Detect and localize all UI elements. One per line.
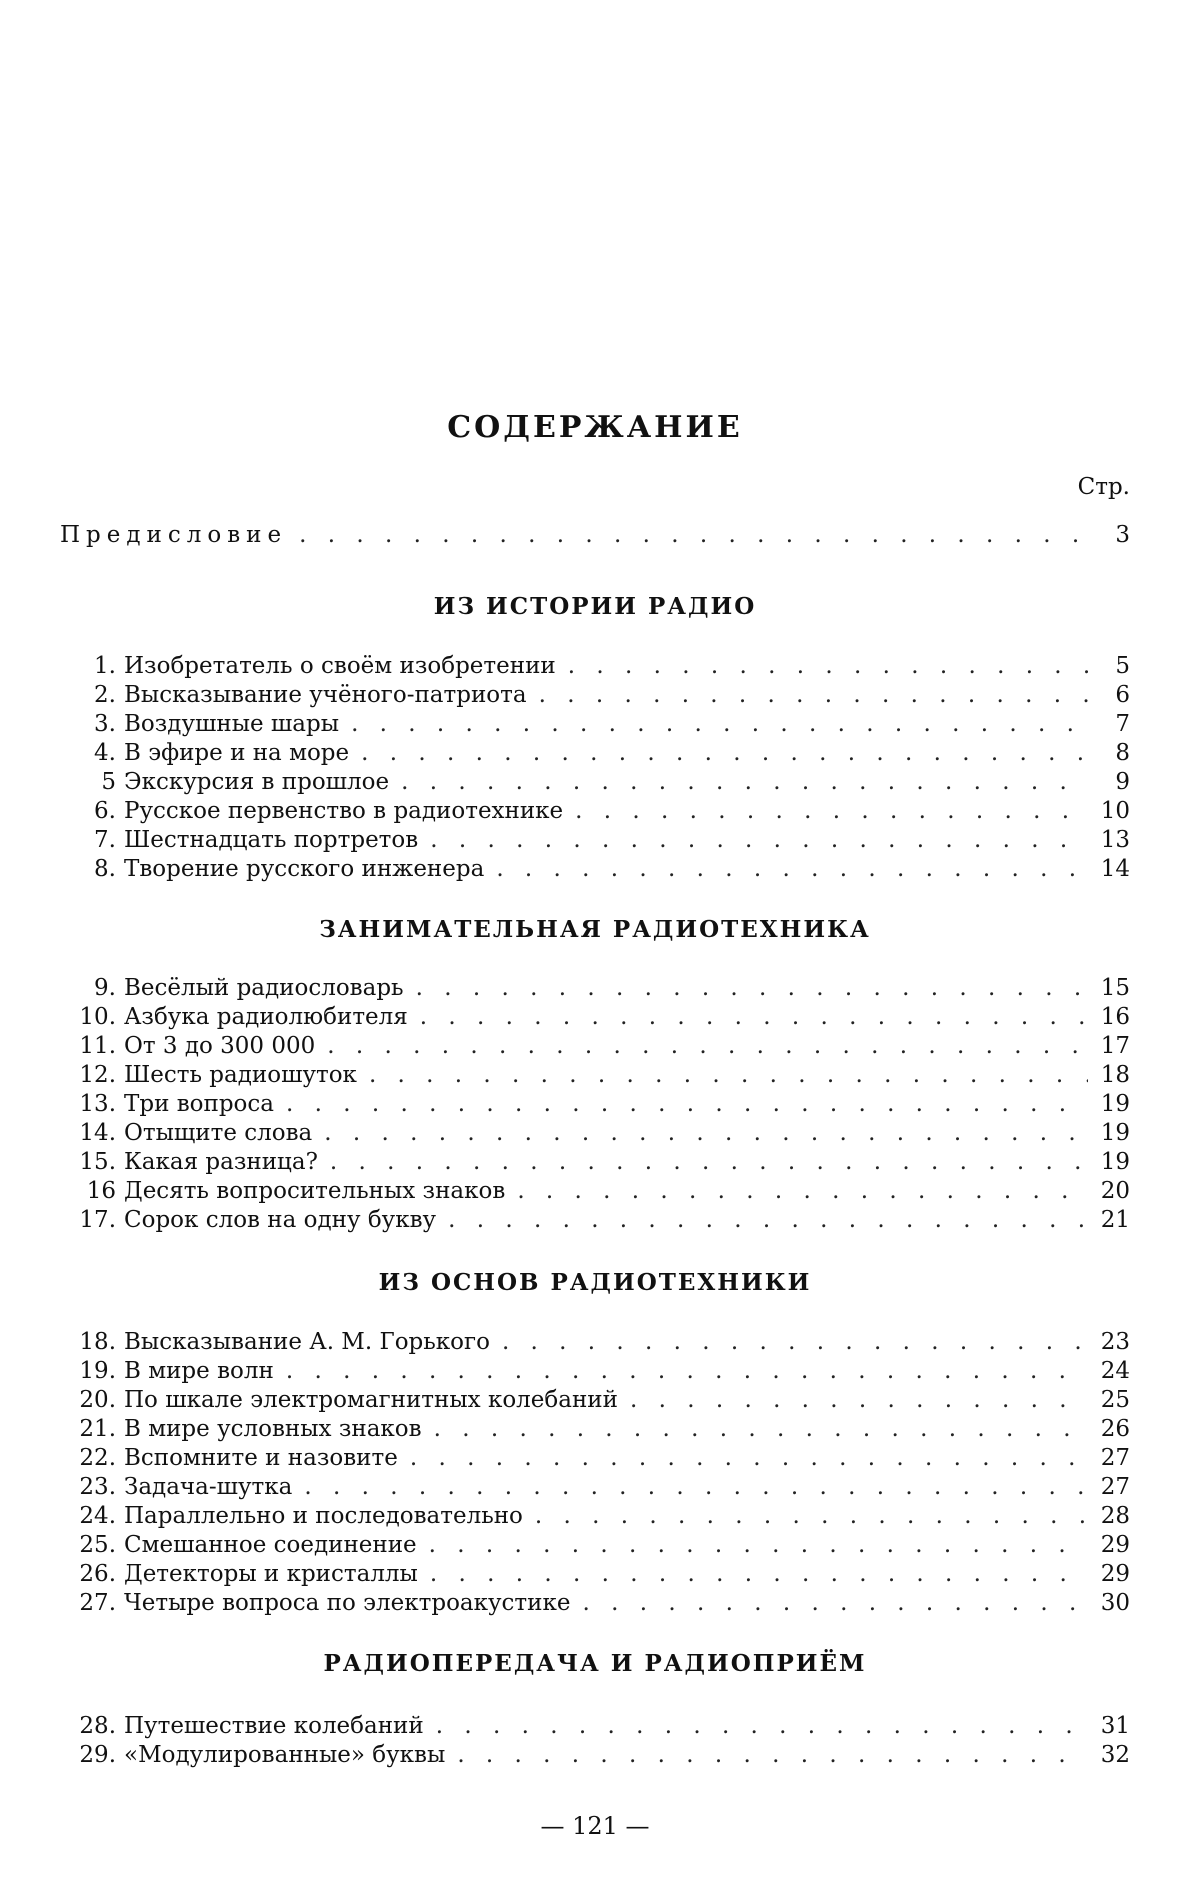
- entry-number: 7.: [94, 827, 116, 853]
- entry-number: 13.: [79, 1091, 116, 1117]
- toc-entry: [60, 797, 1130, 826]
- toc-entry: [60, 974, 1130, 1003]
- entry-title: Какая разница?: [124, 1149, 318, 1175]
- entry-page: 13: [1100, 827, 1130, 853]
- dot-leader: [351, 710, 1088, 739]
- toc-entry: [60, 1386, 1130, 1415]
- entry-number: 18.: [79, 1329, 116, 1355]
- dot-leader: [286, 1090, 1088, 1119]
- toc-entry: [60, 1090, 1130, 1119]
- entry-number: 15.: [79, 1149, 116, 1175]
- toc-entry: [60, 1357, 1130, 1386]
- entry-number: 24.: [79, 1503, 116, 1529]
- toc-entry: [60, 768, 1130, 797]
- entry-number: 25.: [79, 1532, 116, 1558]
- toc-entry-preface: [60, 521, 1130, 550]
- entry-number: 6.: [94, 798, 116, 824]
- toc-entry: [60, 1741, 1130, 1770]
- dot-leader: [429, 1531, 1088, 1560]
- entry-page: 27: [1100, 1445, 1130, 1471]
- entry-title: Высказывание учёного-патриота: [124, 682, 527, 708]
- entry-page: 29: [1100, 1532, 1130, 1558]
- entry-page: 17: [1100, 1033, 1130, 1059]
- entry-title: Творение русского инженера: [124, 856, 485, 882]
- entry-title: Шесть радиошуток: [124, 1062, 357, 1088]
- dot-leader: [416, 974, 1088, 1003]
- entry-number: 8.: [94, 856, 116, 882]
- entry-page: 5: [1115, 653, 1130, 679]
- entry-number: 12.: [79, 1062, 116, 1088]
- entry-title: Десять вопросительных знаков: [124, 1178, 506, 1204]
- entry-number: 21.: [79, 1416, 116, 1442]
- entry-page: 30: [1100, 1590, 1130, 1616]
- dot-leader: [496, 855, 1088, 884]
- toc-entry: [60, 1415, 1130, 1444]
- dot-leader: [410, 1444, 1088, 1473]
- entry-title: Сорок слов на одну букву: [124, 1207, 437, 1233]
- entry-title: Русское первенство в радиотехнике: [124, 798, 564, 824]
- entry-number: 28.: [79, 1713, 116, 1739]
- section-heading: РАДИОПЕРЕДАЧА И РАДИОПРИЁМ: [323, 1650, 867, 1677]
- entry-title: Отыщите слова: [124, 1120, 313, 1146]
- entry-page: 24: [1100, 1358, 1130, 1384]
- toc-entry: [60, 652, 1130, 681]
- entry-page: 32: [1100, 1742, 1130, 1768]
- entry-page: 15: [1100, 975, 1130, 1001]
- entry-title: От 3 до 300 000: [124, 1033, 316, 1059]
- toc-entry: [60, 1560, 1130, 1589]
- toc-entry: [60, 739, 1130, 768]
- entry-page: 10: [1100, 798, 1130, 824]
- dot-leader: [568, 652, 1088, 681]
- toc-entry: [60, 1206, 1130, 1235]
- section-heading: ЗАНИМАТЕЛЬНАЯ РАДИОТЕХНИКА: [319, 916, 871, 943]
- entry-title: В эфире и на море: [124, 740, 350, 766]
- entry-page: 19: [1100, 1120, 1130, 1146]
- toc-entry: [60, 710, 1130, 739]
- toc-entry: [60, 855, 1130, 884]
- entry-title: По шкале электромагнитных колебаний: [124, 1387, 618, 1413]
- toc-entry: [60, 1444, 1130, 1473]
- toc-entry: [60, 1148, 1130, 1177]
- entry-title: Высказывание А. М. Горького: [124, 1329, 490, 1355]
- entry-page: 14: [1100, 856, 1130, 882]
- entry-title: Детекторы и кристаллы: [124, 1561, 418, 1587]
- entry-page: 20: [1100, 1178, 1130, 1204]
- dot-leader: [457, 1741, 1088, 1770]
- entry-title: Воздушные шары: [124, 711, 340, 737]
- dot-leader: [304, 1473, 1088, 1502]
- entry-page: 16: [1100, 1004, 1130, 1030]
- dot-leader: [330, 1148, 1088, 1177]
- entry-page: 7: [1115, 711, 1130, 737]
- dot-leader: [327, 1032, 1088, 1061]
- entry-number: 5: [101, 769, 116, 795]
- dot-leader: [286, 1357, 1088, 1386]
- entry-title: Смешанное соединение: [124, 1532, 417, 1558]
- entry-title: Задача-шутка: [124, 1474, 293, 1500]
- dot-leader: [582, 1589, 1088, 1618]
- page-number: — 121 —: [540, 1812, 650, 1840]
- section-heading: ИЗ ИСТОРИИ РАДИО: [433, 593, 757, 620]
- entry-page: 23: [1100, 1329, 1130, 1355]
- entry-page: 9: [1115, 769, 1130, 795]
- dot-leader: [575, 797, 1088, 826]
- toc-entry: [60, 1032, 1130, 1061]
- entry-title: Азбука радиолюбителя: [124, 1004, 408, 1030]
- entry-number: 20.: [79, 1387, 116, 1413]
- entry-number: 16: [86, 1178, 116, 1204]
- dot-leader: [436, 1712, 1088, 1741]
- entry-page: 29: [1100, 1561, 1130, 1587]
- toc-entry: [60, 1061, 1130, 1090]
- entry-number: 26.: [79, 1561, 116, 1587]
- toc-entry: [60, 1473, 1130, 1502]
- toc-entry: [60, 1589, 1130, 1618]
- toc-entry: [60, 1328, 1130, 1357]
- entry-title: Изобретатель о своём изобретении: [124, 653, 556, 679]
- entry-page: 19: [1100, 1091, 1130, 1117]
- entry-number: 1.: [94, 653, 116, 679]
- entry-page: 3: [1115, 522, 1130, 548]
- entry-page: 19: [1100, 1149, 1130, 1175]
- entry-number: 2.: [94, 682, 116, 708]
- entry-number: 14.: [79, 1120, 116, 1146]
- dot-leader: [420, 1003, 1088, 1032]
- entry-number: 3.: [94, 711, 116, 737]
- entry-number: 27.: [79, 1590, 116, 1616]
- entry-number: 10.: [79, 1004, 116, 1030]
- entry-number: 9.: [94, 975, 116, 1001]
- dot-leader: [369, 1061, 1088, 1090]
- dot-leader: [430, 1560, 1088, 1589]
- entry-title: Предисловие: [60, 522, 288, 548]
- dot-leader: [434, 1415, 1088, 1444]
- entry-page: 25: [1100, 1387, 1130, 1413]
- entry-number: 19.: [79, 1358, 116, 1384]
- entry-page: 27: [1100, 1474, 1130, 1500]
- dot-leader: [430, 826, 1088, 855]
- dot-leader: [502, 1328, 1088, 1357]
- toc-entry: [60, 1003, 1130, 1032]
- page-title: СОДЕРЖАНИЕ: [447, 410, 743, 445]
- contents-page: [60, 0, 1130, 1895]
- page-column-label: Стр.: [1077, 474, 1130, 500]
- entry-number: 4.: [94, 740, 116, 766]
- entry-title: Четыре вопроса по электроакустике: [124, 1590, 571, 1616]
- toc-entry: [60, 1712, 1130, 1741]
- section-heading: ИЗ ОСНОВ РАДИОТЕХНИКИ: [378, 1269, 812, 1296]
- entry-title: Вспомните и назовите: [124, 1445, 398, 1471]
- entry-page: 26: [1100, 1416, 1130, 1442]
- dot-leader: [517, 1177, 1088, 1206]
- entry-page: 18: [1100, 1062, 1130, 1088]
- entry-title: Путешествие колебаний: [124, 1713, 424, 1739]
- entry-number: 22.: [79, 1445, 116, 1471]
- toc-entry: [60, 1119, 1130, 1148]
- toc-entry: [60, 1177, 1130, 1206]
- dot-leader: [539, 681, 1088, 710]
- dot-leader: [324, 1119, 1088, 1148]
- toc-entry: [60, 826, 1130, 855]
- toc-entry: [60, 1531, 1130, 1560]
- entry-title: Весёлый радиословарь: [124, 975, 404, 1001]
- dot-leader: [299, 521, 1088, 550]
- entry-title: Экскурсия в прошлое: [124, 769, 390, 795]
- entry-page: 8: [1115, 740, 1130, 766]
- entry-title: Три вопроса: [124, 1091, 274, 1117]
- dot-leader: [630, 1386, 1088, 1415]
- dot-leader: [361, 739, 1088, 768]
- entry-number: 29.: [79, 1742, 116, 1768]
- entry-title: Параллельно и последовательно: [124, 1503, 523, 1529]
- entry-page: 6: [1115, 682, 1130, 708]
- entry-number: 23.: [79, 1474, 116, 1500]
- entry-title: В мире волн: [124, 1358, 274, 1384]
- dot-leader: [401, 768, 1088, 797]
- entry-title: Шестнадцать портретов: [124, 827, 419, 853]
- entry-page: 21: [1100, 1207, 1130, 1233]
- toc-entry: [60, 1502, 1130, 1531]
- toc-entry: [60, 681, 1130, 710]
- entry-title: «Модулированные» буквы: [124, 1742, 446, 1768]
- entry-page: 28: [1100, 1503, 1130, 1529]
- dot-leader: [535, 1502, 1088, 1531]
- entry-title: В мире условных знаков: [124, 1416, 422, 1442]
- entry-number: 11.: [79, 1033, 116, 1059]
- entry-page: 31: [1100, 1713, 1130, 1739]
- dot-leader: [448, 1206, 1088, 1235]
- entry-number: 17.: [79, 1207, 116, 1233]
